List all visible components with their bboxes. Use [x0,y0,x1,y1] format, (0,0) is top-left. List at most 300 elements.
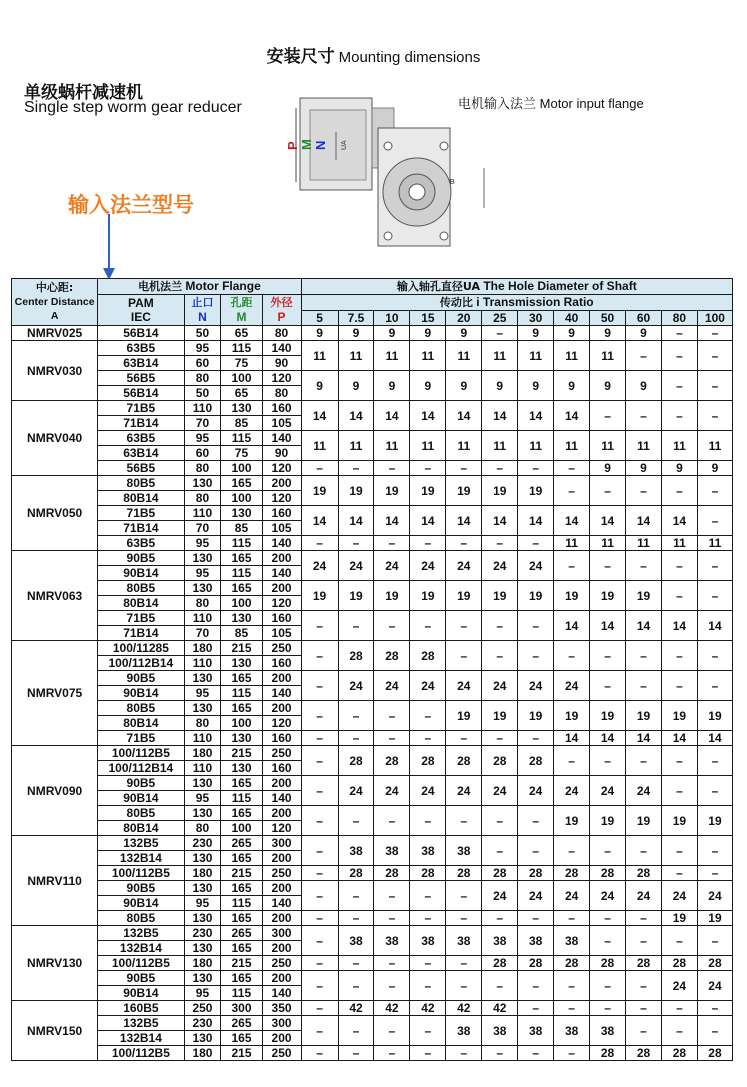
shaft-diameter-cell: 11 [374,431,410,461]
p-cell: 250 [262,866,301,881]
shaft-diameter-cell: – [410,806,446,836]
shaft-diameter-cell: 11 [301,341,338,371]
p-cell: 200 [262,671,301,686]
p-cell: 200 [262,476,301,491]
shaft-diameter-cell: 11 [554,536,590,551]
shaft-diameter-cell: 19 [554,701,590,731]
table-row [12,806,733,821]
shaft-diameter-cell: – [590,836,626,866]
m-cell: 265 [221,1016,262,1031]
shaft-diameter-cell: – [410,971,446,1001]
m-cell: 165 [221,851,262,866]
input-flange-type-label: 输入法兰型号 [68,193,194,217]
shaft-diameter-cell: – [554,461,590,476]
shaft-diameter-cell: 14 [482,506,518,536]
shaft-diameter-cell: 19 [626,701,662,731]
shaft-diameter-cell: – [301,776,338,806]
shaft-diameter-cell: 28 [338,641,374,671]
ratio-cell: 20 [446,311,482,326]
shaft-diameter-cell: – [697,1016,732,1046]
table-row [12,671,733,686]
p-cell: 200 [262,806,301,821]
n-cell: 130 [184,476,221,491]
n-cell: 130 [184,851,221,866]
p-header [262,295,301,326]
shaft-diameter-cell: – [338,461,374,476]
ratio-header-cn: 传动比 [439,296,473,309]
pam-iec-cell: 90B5 [98,971,184,986]
shaft-diameter-cell: – [590,926,626,956]
pam-label: PAM [127,296,154,310]
shaft-diameter-cell: 24 [410,551,446,581]
m-cell: 265 [221,836,262,851]
shaft-diameter-cell: 9 [590,461,626,476]
shaft-diameter-cell: 19 [338,476,374,506]
shaft-diameter-cell: 11 [518,431,554,461]
p-cell: 160 [262,506,301,521]
shaft-diameter-cell: – [626,746,662,776]
shaft-diameter-cell: – [338,731,374,746]
shaft-diameter-cell: 19 [697,701,732,731]
shaft-diameter-cell: 19 [446,581,482,611]
m-cell: 130 [221,401,262,416]
shaft-diameter-cell: – [301,461,338,476]
p-cell: 250 [262,746,301,761]
shaft-diameter-cell: – [697,1001,732,1016]
shaft-diameter-cell: 19 [446,476,482,506]
n-cell: 230 [184,836,221,851]
shaft-diameter-cell: – [661,926,697,956]
shaft-diameter-cell: – [446,956,482,971]
shaft-diameter-cell: – [518,1001,554,1016]
shaft-diameter-cell: 11 [301,431,338,461]
table-row [12,326,733,341]
shaft-diameter-cell: – [301,746,338,776]
shaft-diameter-cell: – [482,1046,518,1061]
shaft-diameter-cell: – [374,806,410,836]
shaft-diameter-cell: – [482,611,518,641]
shaft-diameter-cell: 38 [374,836,410,866]
shaft-diameter-cell: – [482,536,518,551]
n-cell: 130 [184,671,221,686]
shaft-diameter-cell: – [626,1001,662,1016]
n-cell: 95 [184,686,221,701]
shaft-diameter-cell: 28 [661,956,697,971]
model-cell: NMRV050 [12,476,98,551]
pam-iec-cell: 80B5 [98,476,184,491]
m-cell: 100 [221,461,262,476]
page-title [0,42,747,67]
shaft-diameter-cell: 9 [446,371,482,401]
n-cell: 230 [184,926,221,941]
m-cell: 75 [221,446,262,461]
shaft-diameter-cell: 11 [482,341,518,371]
shaft-diameter-cell: 19 [554,806,590,836]
shaft-hole-header-en: The Hole Diameter of Shaft [483,279,637,293]
pam-iec-cell: 132B14 [98,941,184,956]
m-cell: 115 [221,896,262,911]
pam-iec-cell: 63B5 [98,431,184,446]
shaft-diameter-cell: 19 [410,476,446,506]
motor-flange-header-cn: 电机法兰 [138,280,183,293]
shaft-diameter-cell: 24 [410,671,446,701]
shaft-diameter-cell: 19 [590,701,626,731]
n-cell: 110 [184,761,221,776]
p-cell: 140 [262,536,301,551]
m-cell: 100 [221,716,262,731]
table-row [12,461,733,476]
n-cell: 110 [184,656,221,671]
m-cell: 265 [221,926,262,941]
center-distance-en: Center Distance [14,296,95,308]
shaft-diameter-cell: – [626,911,662,926]
shaft-diameter-cell: – [482,806,518,836]
shaft-diameter-cell: 38 [446,1016,482,1046]
shaft-diameter-cell: 14 [338,506,374,536]
shaft-diameter-cell: 14 [338,401,374,431]
model-cell: NMRV040 [12,401,98,476]
m-cell: 165 [221,476,262,491]
shaft-diameter-cell: – [661,866,697,881]
shaft-diameter-cell: – [301,956,338,971]
shaft-diameter-cell: 24 [518,881,554,911]
shaft-diameter-cell: 9 [446,326,482,341]
shaft-diameter-cell: 24 [410,776,446,806]
shaft-diameter-cell: – [374,536,410,551]
m-cell: 115 [221,536,262,551]
shaft-diameter-cell: 28 [626,1046,662,1061]
pam-iec-cell: 100/112B5 [98,1046,184,1061]
n-cell: 130 [184,806,221,821]
shaft-diameter-cell: – [626,401,662,431]
shaft-diameter-cell: – [338,701,374,731]
n-cell: 130 [184,1031,221,1046]
shaft-diameter-cell: 14 [554,401,590,431]
shaft-diameter-cell: 24 [518,776,554,806]
shaft-diameter-cell: – [626,1016,662,1046]
shaft-diameter-cell: – [374,971,410,1001]
ratio-cell: 5 [301,311,338,326]
shaft-diameter-cell: 11 [590,341,626,371]
table-row [12,476,733,491]
shaft-diameter-cell: 24 [338,551,374,581]
m-cell: 115 [221,566,262,581]
p-cell: 350 [262,1001,301,1016]
p-cell: 140 [262,341,301,356]
shaft-diameter-cell: 28 [446,746,482,776]
shaft-diameter-cell: – [697,581,732,611]
shaft-diameter-cell: 9 [374,371,410,401]
m-cell: 130 [221,731,262,746]
shaft-diameter-cell: – [482,641,518,671]
shaft-diameter-cell: 38 [338,836,374,866]
shaft-diameter-cell: 28 [554,866,590,881]
p-cell: 140 [262,986,301,1001]
p-cell: 160 [262,761,301,776]
shaft-diameter-cell: – [301,611,338,641]
shaft-diameter-cell: – [410,956,446,971]
shaft-diameter-cell: – [626,926,662,956]
shaft-diameter-cell: 9 [338,326,374,341]
m-cell: 215 [221,641,262,656]
shaft-diameter-cell: 24 [482,551,518,581]
n-cell: 130 [184,971,221,986]
n-header-letter: N [198,310,207,324]
shaft-diameter-cell: 14 [554,611,590,641]
shaft-diameter-cell: 38 [338,926,374,956]
shaft-diameter-cell: 24 [626,776,662,806]
shaft-diameter-cell: – [446,641,482,671]
shaft-diameter-cell: 28 [482,746,518,776]
model-cell: NMRV090 [12,746,98,836]
shaft-diameter-cell: 11 [446,431,482,461]
p-cell: 200 [262,776,301,791]
pam-iec-cell: 71B14 [98,626,184,641]
shaft-diameter-cell: – [338,1046,374,1061]
shaft-diameter-cell: – [410,461,446,476]
shaft-diameter-cell: 42 [374,1001,410,1016]
table-row [12,881,733,896]
table-row [12,1016,733,1031]
shaft-diameter-cell: 9 [410,371,446,401]
table-row [12,1046,733,1061]
bolt-hole [440,232,448,240]
pam-iec-cell: 132B5 [98,926,184,941]
motor-flange-header-en: Motor Flange [185,279,261,293]
n-cell: 230 [184,1016,221,1031]
shaft-diameter-cell: – [446,806,482,836]
m-cell: 115 [221,341,262,356]
m-cell: 85 [221,521,262,536]
shaft-diameter-cell: 19 [590,806,626,836]
shaft-diameter-cell: 38 [554,1016,590,1046]
shaft-diameter-cell: – [626,836,662,866]
shaft-diameter-cell: – [301,926,338,956]
shaft-diameter-cell: 9 [374,326,410,341]
shaft-diameter-cell: – [338,881,374,911]
m-cell: 165 [221,551,262,566]
m-cell: 130 [221,656,262,671]
shaft-diameter-cell: – [661,371,697,401]
shaft-diameter-cell: – [301,1016,338,1046]
pam-iec-header [98,295,184,326]
pam-iec-cell: 90B14 [98,566,184,581]
shaft-diameter-cell: 38 [482,926,518,956]
ratio-cell: 40 [554,311,590,326]
n-cell: 110 [184,611,221,626]
table-row [12,536,733,551]
shaft-diameter-cell: 9 [518,371,554,401]
bolt-hole [384,232,392,240]
shaft-diameter-cell: – [446,731,482,746]
shaft-diameter-cell: 38 [446,836,482,866]
pam-iec-cell: 56B5 [98,461,184,476]
pam-iec-cell: 90B14 [98,986,184,1001]
m-cell: 100 [221,491,262,506]
motor-input-flange-label-en: Motor input flange [539,96,644,111]
shaft-diameter-cell: 28 [590,1046,626,1061]
shaft-diameter-cell: – [518,836,554,866]
shaft-diameter-cell: 28 [410,746,446,776]
shaft-diameter-cell: – [410,881,446,911]
pam-iec-cell: 90B5 [98,881,184,896]
shaft-diameter-cell: 24 [446,671,482,701]
shaft-diameter-cell: – [661,671,697,701]
pam-iec-cell: 90B14 [98,686,184,701]
pam-iec-cell: 132B5 [98,1016,184,1031]
shaft-diameter-cell: – [301,671,338,701]
shaft-diameter-cell: – [482,731,518,746]
shaft-diameter-cell: – [410,536,446,551]
shaft-diameter-cell: 11 [518,341,554,371]
shaft-diameter-cell: – [697,371,732,401]
shaft-diameter-cell: – [661,341,697,371]
m-cell: 165 [221,1031,262,1046]
shaft-diameter-cell: 14 [554,731,590,746]
p-cell: 300 [262,926,301,941]
shaft-diameter-cell: – [374,701,410,731]
shaft-diameter-cell: – [626,551,662,581]
n-cell: 180 [184,956,221,971]
bolt-hole [384,142,392,150]
ratio-cell: 25 [482,311,518,326]
shaft-diameter-cell: 24 [338,776,374,806]
shaft-diameter-cell: – [590,911,626,926]
table-body [12,326,733,1061]
m-cell: 165 [221,701,262,716]
pam-iec-cell: 132B14 [98,851,184,866]
shaft-diameter-cell: 38 [590,1016,626,1046]
n-cell: 80 [184,821,221,836]
p-cell: 140 [262,566,301,581]
shaft-diameter-cell: 28 [626,866,662,881]
shaft-diameter-cell: 24 [374,551,410,581]
shaft-diameter-cell: 9 [554,326,590,341]
page-title-en: Mounting dimensions [338,49,481,66]
shaft-diameter-cell: – [338,536,374,551]
m-cell: 300 [221,1001,262,1016]
p-cell: 140 [262,431,301,446]
n-header [184,295,221,326]
n-cell: 50 [184,386,221,401]
shaft-diameter-cell: – [482,971,518,1001]
shaft-diameter-cell: – [301,536,338,551]
shaft-diameter-cell: – [482,326,518,341]
shaft-diameter-cell: – [301,836,338,866]
shaft-diameter-cell: 11 [410,341,446,371]
shaft-diameter-cell: 19 [518,701,554,731]
shaft-diameter-cell: 14 [518,401,554,431]
shaft-hole-header [301,279,732,295]
shaft-diameter-cell: – [697,926,732,956]
p-cell: 120 [262,821,301,836]
m-cell: 165 [221,581,262,596]
shaft-diameter-cell: 11 [590,431,626,461]
m-cell: 85 [221,416,262,431]
m-cell: 165 [221,911,262,926]
shaft-diameter-cell: 9 [338,371,374,401]
shaft-diameter-cell: – [518,536,554,551]
pam-iec-cell: 90B5 [98,551,184,566]
m-cell: 115 [221,686,262,701]
shaft-hole-header-cn: 输入轴孔直径UA [396,280,480,293]
shaft-diameter-cell: 38 [410,926,446,956]
p-cell: 105 [262,626,301,641]
shaft-diameter-cell: 14 [626,506,662,536]
p-cell: 200 [262,911,301,926]
shaft-diameter-cell: 11 [554,341,590,371]
shaft-diameter-cell: 9 [626,326,662,341]
shaft-diameter-cell: 19 [518,581,554,611]
shaft-diameter-cell: – [301,881,338,911]
model-cell: NMRV063 [12,551,98,641]
n-cell: 130 [184,701,221,716]
n-cell: 95 [184,341,221,356]
output-bore [409,184,425,200]
shaft-diameter-cell: 28 [338,746,374,776]
page-title-cn: 安装尺寸 [266,47,335,67]
shaft-diameter-cell: – [446,461,482,476]
p-cell: 160 [262,611,301,626]
shaft-diameter-cell: 28 [446,866,482,881]
shaft-diameter-cell: 11 [697,431,732,461]
shaft-diameter-cell: 42 [338,1001,374,1016]
shaft-diameter-cell: – [661,1001,697,1016]
n-cell: 130 [184,881,221,896]
shaft-diameter-cell: – [410,731,446,746]
shaft-diameter-cell: 14 [518,506,554,536]
shaft-diameter-cell: 11 [661,536,697,551]
bolt-hole [440,142,448,150]
shaft-diameter-cell: 9 [697,461,732,476]
shaft-diameter-cell: 14 [590,506,626,536]
shaft-diameter-cell: 28 [410,866,446,881]
shaft-diameter-cell: – [697,776,732,806]
shaft-diameter-cell: 19 [626,806,662,836]
shaft-diameter-cell: 9 [661,461,697,476]
shaft-diameter-cell: – [697,401,732,431]
m-cell: 100 [221,821,262,836]
p-cell: 250 [262,1046,301,1061]
m-cell: 100 [221,596,262,611]
pam-iec-cell: 71B5 [98,506,184,521]
model-cell: NMRV130 [12,926,98,1001]
shaft-diameter-cell: 11 [590,536,626,551]
shaft-diameter-cell: – [301,701,338,731]
reducer-title-cn: 单级蜗杆减速机 [24,83,143,103]
shaft-diameter-cell: 14 [590,611,626,641]
p-cell: 80 [262,326,301,341]
model-cell: NMRV075 [12,641,98,746]
n-cell: 130 [184,551,221,566]
n-cell: 95 [184,536,221,551]
shaft-diameter-cell: 28 [626,956,662,971]
shaft-diameter-cell: 9 [410,326,446,341]
shaft-diameter-cell: 28 [482,956,518,971]
m-cell: 215 [221,746,262,761]
pam-iec-cell: 63B14 [98,446,184,461]
shaft-diameter-cell: – [554,1001,590,1016]
model-cell: NMRV025 [12,326,98,341]
shaft-diameter-cell: 24 [518,551,554,581]
shaft-diameter-cell: 14 [446,401,482,431]
shaft-diameter-cell: 19 [301,476,338,506]
pam-iec-cell: 63B5 [98,536,184,551]
shaft-diameter-cell: – [590,551,626,581]
shaft-diameter-cell: – [374,911,410,926]
n-cell: 60 [184,446,221,461]
p-cell: 200 [262,551,301,566]
